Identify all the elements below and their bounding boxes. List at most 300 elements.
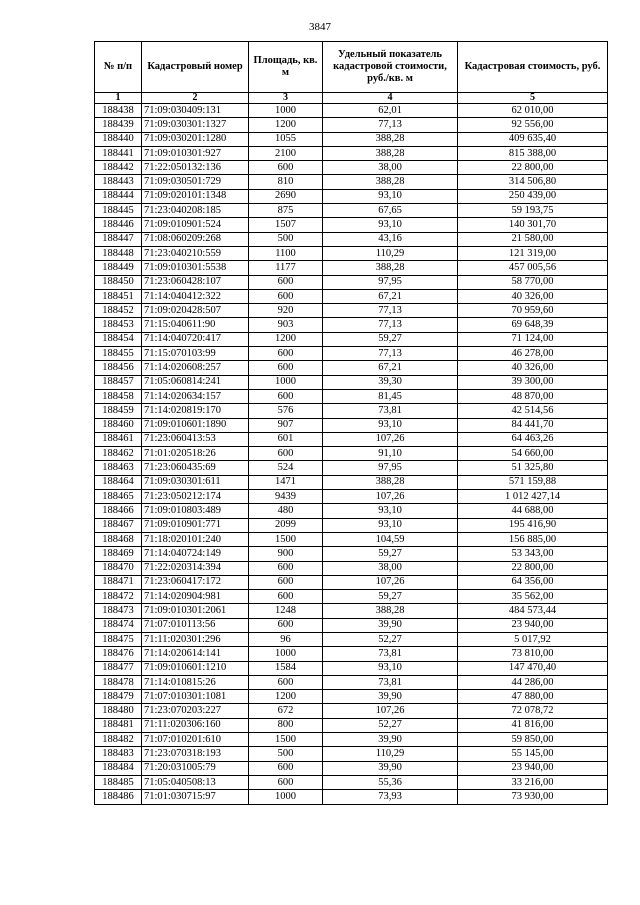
table-row xyxy=(95,575,608,589)
cell-unit-value: 43,16 xyxy=(323,232,458,246)
table-row xyxy=(95,447,608,461)
cell-row-number: 188479 xyxy=(95,690,142,704)
cell-cadastral-number: 71:23:060413:53 xyxy=(142,432,249,446)
cell-area: 1000 xyxy=(249,375,323,389)
cell-cadastral-number: 71:23:040208:185 xyxy=(142,204,249,218)
cell-unit-value: 93,10 xyxy=(323,504,458,518)
cell-cadastral-value: 64 463,26 xyxy=(458,432,608,446)
cell-cadastral-number: 71:09:010301:927 xyxy=(142,146,249,160)
cell-cadastral-value: 140 301,70 xyxy=(458,218,608,232)
table-row xyxy=(95,518,608,532)
cell-area: 1584 xyxy=(249,661,323,675)
table-row xyxy=(95,332,608,346)
cell-area: 500 xyxy=(249,232,323,246)
cell-area: 2100 xyxy=(249,146,323,160)
header-unit-value: Удельный показатель кадастровой стоимости, руб./кв. м xyxy=(323,42,458,93)
cell-area: 600 xyxy=(249,275,323,289)
cell-unit-value: 107,26 xyxy=(323,575,458,589)
table-row xyxy=(95,690,608,704)
cell-row-number: 188480 xyxy=(95,704,142,718)
cell-cadastral-number: 71:15:040611:90 xyxy=(142,318,249,332)
cell-cadastral-value: 84 441,70 xyxy=(458,418,608,432)
cell-cadastral-number: 71:09:020428:507 xyxy=(142,304,249,318)
header-row-number: № п/п xyxy=(95,42,142,93)
cell-cadastral-value: 21 580,00 xyxy=(458,232,608,246)
cell-unit-value: 388,28 xyxy=(323,604,458,618)
cell-unit-value: 73,81 xyxy=(323,404,458,418)
table-row xyxy=(95,718,608,732)
cell-row-number: 188459 xyxy=(95,404,142,418)
cell-unit-value: 110,29 xyxy=(323,246,458,260)
cell-row-number: 188486 xyxy=(95,790,142,804)
cell-cadastral-number: 71:14:020614:141 xyxy=(142,647,249,661)
cell-cadastral-value: 44 286,00 xyxy=(458,675,608,689)
cell-cadastral-value: 71 124,00 xyxy=(458,332,608,346)
cell-area: 600 xyxy=(249,289,323,303)
table-row xyxy=(95,790,608,804)
cell-unit-value: 93,10 xyxy=(323,189,458,203)
cell-cadastral-value: 55 145,00 xyxy=(458,747,608,761)
cell-cadastral-value: 147 470,40 xyxy=(458,661,608,675)
cell-cadastral-value: 59 193,75 xyxy=(458,204,608,218)
table-row xyxy=(95,361,608,375)
cell-area: 600 xyxy=(249,575,323,589)
cell-area: 1200 xyxy=(249,332,323,346)
cell-cadastral-number: 71:09:010901:524 xyxy=(142,218,249,232)
cell-cadastral-number: 71:14:020904:981 xyxy=(142,590,249,604)
cell-area: 1177 xyxy=(249,261,323,275)
cell-cadastral-value: 92 556,00 xyxy=(458,118,608,132)
cell-unit-value: 77,13 xyxy=(323,347,458,361)
cadastral-table xyxy=(94,41,608,805)
cell-cadastral-value: 54 660,00 xyxy=(458,447,608,461)
cell-area: 600 xyxy=(249,590,323,604)
cell-unit-value: 73,81 xyxy=(323,675,458,689)
cell-cadastral-number: 71:09:010803:489 xyxy=(142,504,249,518)
cell-row-number: 188469 xyxy=(95,547,142,561)
cell-cadastral-value: 58 770,00 xyxy=(458,275,608,289)
cell-cadastral-value: 64 356,00 xyxy=(458,575,608,589)
cell-cadastral-number: 71:14:020819:170 xyxy=(142,404,249,418)
table-row xyxy=(95,532,608,546)
cell-cadastral-number: 71:08:060209:268 xyxy=(142,232,249,246)
cell-unit-value: 104,59 xyxy=(323,532,458,546)
cell-area: 2690 xyxy=(249,189,323,203)
cell-cadastral-number: 71:23:070203:227 xyxy=(142,704,249,718)
column-number: 1 xyxy=(95,93,142,104)
cell-cadastral-number: 71:23:060428:107 xyxy=(142,275,249,289)
cell-cadastral-value: 5 017,92 xyxy=(458,632,608,646)
cell-cadastral-number: 71:09:010301:5538 xyxy=(142,261,249,275)
header-cadastral-value: Кадастровая стоимость, руб. xyxy=(458,42,608,93)
cell-cadastral-value: 484 573,44 xyxy=(458,604,608,618)
header-cadastral-number: Кадастровый номер xyxy=(142,42,249,93)
cell-cadastral-number: 71:09:010601:1890 xyxy=(142,418,249,432)
cell-unit-value: 38,00 xyxy=(323,161,458,175)
cell-area: 600 xyxy=(249,389,323,403)
cell-cadastral-value: 23 940,00 xyxy=(458,618,608,632)
cell-area: 800 xyxy=(249,718,323,732)
cell-unit-value: 93,10 xyxy=(323,418,458,432)
table-row xyxy=(95,590,608,604)
cell-row-number: 188485 xyxy=(95,775,142,789)
cell-cadastral-value: 73 810,00 xyxy=(458,647,608,661)
cell-cadastral-value: 41 816,00 xyxy=(458,718,608,732)
cell-unit-value: 97,95 xyxy=(323,275,458,289)
cell-area: 600 xyxy=(249,761,323,775)
cell-area: 1100 xyxy=(249,246,323,260)
cell-cadastral-number: 71:14:040724:149 xyxy=(142,547,249,561)
table-row xyxy=(95,104,608,118)
cell-row-number: 188450 xyxy=(95,275,142,289)
cell-area: 1507 xyxy=(249,218,323,232)
cell-unit-value: 39,90 xyxy=(323,690,458,704)
cell-cadastral-number: 71:22:050132:136 xyxy=(142,161,249,175)
cell-cadastral-number: 71:09:030409:131 xyxy=(142,104,249,118)
table-row xyxy=(95,761,608,775)
cell-area: 9439 xyxy=(249,490,323,504)
column-number: 3 xyxy=(249,93,323,104)
cell-row-number: 188465 xyxy=(95,490,142,504)
cell-area: 1000 xyxy=(249,647,323,661)
table-row xyxy=(95,261,608,275)
cell-cadastral-value: 33 216,00 xyxy=(458,775,608,789)
cell-cadastral-number: 71:09:030301:611 xyxy=(142,475,249,489)
cell-cadastral-value: 314 506,80 xyxy=(458,175,608,189)
cell-row-number: 188478 xyxy=(95,675,142,689)
table-row xyxy=(95,418,608,432)
cell-row-number: 188464 xyxy=(95,475,142,489)
cell-row-number: 188446 xyxy=(95,218,142,232)
cell-row-number: 188458 xyxy=(95,389,142,403)
table-row xyxy=(95,547,608,561)
cell-unit-value: 39,90 xyxy=(323,761,458,775)
cell-unit-value: 93,10 xyxy=(323,218,458,232)
cell-row-number: 188452 xyxy=(95,304,142,318)
cell-cadastral-number: 71:22:020314:394 xyxy=(142,561,249,575)
cell-area: 1200 xyxy=(249,690,323,704)
table-row xyxy=(95,747,608,761)
cell-area: 600 xyxy=(249,775,323,789)
cell-row-number: 188461 xyxy=(95,432,142,446)
table-header-row xyxy=(95,42,608,93)
cell-area: 1248 xyxy=(249,604,323,618)
cell-unit-value: 77,13 xyxy=(323,118,458,132)
cell-unit-value: 39,30 xyxy=(323,375,458,389)
cell-area: 576 xyxy=(249,404,323,418)
cell-unit-value: 93,10 xyxy=(323,661,458,675)
cell-row-number: 188477 xyxy=(95,661,142,675)
cell-cadastral-value: 23 940,00 xyxy=(458,761,608,775)
cell-unit-value: 39,90 xyxy=(323,733,458,747)
table-row xyxy=(95,347,608,361)
cell-unit-value: 59,27 xyxy=(323,590,458,604)
cell-unit-value: 73,81 xyxy=(323,647,458,661)
table-row xyxy=(95,289,608,303)
cell-cadastral-value: 1 012 427,14 xyxy=(458,490,608,504)
cell-cadastral-number: 71:07:010301:1081 xyxy=(142,690,249,704)
cell-row-number: 188476 xyxy=(95,647,142,661)
cell-row-number: 188484 xyxy=(95,761,142,775)
cell-cadastral-number: 71:05:040508:13 xyxy=(142,775,249,789)
cell-area: 1200 xyxy=(249,118,323,132)
cell-area: 600 xyxy=(249,347,323,361)
table-row xyxy=(95,146,608,160)
table-row xyxy=(95,375,608,389)
cell-row-number: 188466 xyxy=(95,504,142,518)
cell-cadastral-number: 71:09:020101:1348 xyxy=(142,189,249,203)
cell-area: 600 xyxy=(249,161,323,175)
cell-area: 600 xyxy=(249,361,323,375)
cell-cadastral-number: 71:01:020518:26 xyxy=(142,447,249,461)
table-row xyxy=(95,475,608,489)
cell-cadastral-number: 71:07:010201:610 xyxy=(142,733,249,747)
cell-row-number: 188460 xyxy=(95,418,142,432)
table-row xyxy=(95,161,608,175)
cell-cadastral-number: 71:14:040720:417 xyxy=(142,332,249,346)
page-number: 3847 xyxy=(309,21,331,33)
cell-cadastral-number: 71:14:010815:26 xyxy=(142,675,249,689)
cell-unit-value: 388,28 xyxy=(323,475,458,489)
cell-unit-value: 77,13 xyxy=(323,318,458,332)
cell-cadastral-value: 70 959,60 xyxy=(458,304,608,318)
cell-area: 600 xyxy=(249,447,323,461)
cell-unit-value: 39,90 xyxy=(323,618,458,632)
cell-area: 875 xyxy=(249,204,323,218)
cell-area: 920 xyxy=(249,304,323,318)
table-row xyxy=(95,490,608,504)
cell-cadastral-number: 71:14:020608:257 xyxy=(142,361,249,375)
cell-unit-value: 110,29 xyxy=(323,747,458,761)
cell-cadastral-value: 62 010,00 xyxy=(458,104,608,118)
table-row xyxy=(95,404,608,418)
cell-unit-value: 107,26 xyxy=(323,432,458,446)
cell-row-number: 188481 xyxy=(95,718,142,732)
cell-area: 1000 xyxy=(249,790,323,804)
cell-row-number: 188444 xyxy=(95,189,142,203)
cell-unit-value: 388,28 xyxy=(323,175,458,189)
cell-cadastral-number: 71:14:040412:322 xyxy=(142,289,249,303)
cell-cadastral-value: 46 278,00 xyxy=(458,347,608,361)
cell-cadastral-value: 571 159,88 xyxy=(458,475,608,489)
table-row xyxy=(95,432,608,446)
cell-unit-value: 52,27 xyxy=(323,632,458,646)
cell-cadastral-value: 69 648,39 xyxy=(458,318,608,332)
cell-area: 1500 xyxy=(249,532,323,546)
cell-cadastral-value: 72 078,72 xyxy=(458,704,608,718)
table-row xyxy=(95,733,608,747)
cell-cadastral-number: 71:23:060417:172 xyxy=(142,575,249,589)
table-row xyxy=(95,604,608,618)
table-row xyxy=(95,275,608,289)
cell-area: 600 xyxy=(249,675,323,689)
cell-cadastral-value: 42 514,56 xyxy=(458,404,608,418)
cell-unit-value: 93,10 xyxy=(323,518,458,532)
cell-row-number: 188448 xyxy=(95,246,142,260)
cell-cadastral-value: 35 562,00 xyxy=(458,590,608,604)
table-row xyxy=(95,561,608,575)
cell-area: 903 xyxy=(249,318,323,332)
cell-area: 1500 xyxy=(249,733,323,747)
table-row xyxy=(95,204,608,218)
cell-unit-value: 38,00 xyxy=(323,561,458,575)
cell-cadastral-number: 71:01:030715:97 xyxy=(142,790,249,804)
cell-cadastral-number: 71:15:070103:99 xyxy=(142,347,249,361)
cell-row-number: 188455 xyxy=(95,347,142,361)
cell-unit-value: 388,28 xyxy=(323,261,458,275)
cell-cadastral-value: 53 343,00 xyxy=(458,547,608,561)
cell-unit-value: 59,27 xyxy=(323,332,458,346)
cell-row-number: 188454 xyxy=(95,332,142,346)
cell-row-number: 188467 xyxy=(95,518,142,532)
cell-unit-value: 62,01 xyxy=(323,104,458,118)
cell-unit-value: 97,95 xyxy=(323,461,458,475)
cell-cadastral-number: 71:09:030201:1280 xyxy=(142,132,249,146)
cell-row-number: 188471 xyxy=(95,575,142,589)
table-row xyxy=(95,504,608,518)
table-row xyxy=(95,175,608,189)
cell-row-number: 188475 xyxy=(95,632,142,646)
cell-row-number: 188443 xyxy=(95,175,142,189)
cell-cadastral-number: 71:09:010901:771 xyxy=(142,518,249,532)
cell-cadastral-number: 71:23:050212:174 xyxy=(142,490,249,504)
cell-cadastral-value: 22 800,00 xyxy=(458,561,608,575)
cell-unit-value: 77,13 xyxy=(323,304,458,318)
table-row xyxy=(95,632,608,646)
cell-unit-value: 388,28 xyxy=(323,132,458,146)
cell-cadastral-value: 22 800,00 xyxy=(458,161,608,175)
cell-row-number: 188445 xyxy=(95,204,142,218)
cell-row-number: 188451 xyxy=(95,289,142,303)
cell-unit-value: 107,26 xyxy=(323,704,458,718)
cell-row-number: 188470 xyxy=(95,561,142,575)
cell-unit-value: 81,45 xyxy=(323,389,458,403)
cell-cadastral-number: 71:09:010301:2061 xyxy=(142,604,249,618)
cell-area: 907 xyxy=(249,418,323,432)
cell-unit-value: 107,26 xyxy=(323,490,458,504)
cell-area: 2099 xyxy=(249,518,323,532)
table-row xyxy=(95,318,608,332)
cell-row-number: 188442 xyxy=(95,161,142,175)
cell-row-number: 188457 xyxy=(95,375,142,389)
table-row xyxy=(95,647,608,661)
cell-area: 96 xyxy=(249,632,323,646)
table-row xyxy=(95,218,608,232)
cell-row-number: 188473 xyxy=(95,604,142,618)
cell-cadastral-value: 40 326,00 xyxy=(458,289,608,303)
cell-area: 1000 xyxy=(249,104,323,118)
cell-cadastral-number: 71:23:060435:69 xyxy=(142,461,249,475)
cell-area: 600 xyxy=(249,618,323,632)
column-number: 4 xyxy=(323,93,458,104)
table-row xyxy=(95,461,608,475)
table-row xyxy=(95,704,608,718)
cell-row-number: 188449 xyxy=(95,261,142,275)
cell-cadastral-value: 121 319,00 xyxy=(458,246,608,260)
cell-row-number: 188468 xyxy=(95,532,142,546)
cell-cadastral-number: 71:14:020634:157 xyxy=(142,389,249,403)
table-row xyxy=(95,189,608,203)
cell-row-number: 188472 xyxy=(95,590,142,604)
cell-area: 1055 xyxy=(249,132,323,146)
cell-row-number: 188447 xyxy=(95,232,142,246)
cell-cadastral-value: 51 325,80 xyxy=(458,461,608,475)
cell-area: 1471 xyxy=(249,475,323,489)
header-area: Площадь, кв. м xyxy=(249,42,323,93)
table-row xyxy=(95,132,608,146)
cell-row-number: 188440 xyxy=(95,132,142,146)
cell-row-number: 188453 xyxy=(95,318,142,332)
cell-cadastral-number: 71:05:060814:241 xyxy=(142,375,249,389)
cell-cadastral-value: 59 850,00 xyxy=(458,733,608,747)
cell-row-number: 188439 xyxy=(95,118,142,132)
cell-cadastral-number: 71:23:040210:559 xyxy=(142,246,249,260)
cell-cadastral-number: 71:20:031005:79 xyxy=(142,761,249,775)
cell-cadastral-number: 71:09:030301:1327 xyxy=(142,118,249,132)
table-row xyxy=(95,661,608,675)
cell-cadastral-value: 48 870,00 xyxy=(458,389,608,403)
cell-row-number: 188438 xyxy=(95,104,142,118)
table-body xyxy=(95,104,608,805)
cell-cadastral-number: 71:07:010113:56 xyxy=(142,618,249,632)
cell-cadastral-number: 71:23:070318:193 xyxy=(142,747,249,761)
table-row xyxy=(95,389,608,403)
table-row xyxy=(95,232,608,246)
cell-row-number: 188463 xyxy=(95,461,142,475)
cell-unit-value: 67,21 xyxy=(323,361,458,375)
cell-row-number: 188474 xyxy=(95,618,142,632)
cell-unit-value: 388,28 xyxy=(323,146,458,160)
cell-unit-value: 55,36 xyxy=(323,775,458,789)
column-number: 2 xyxy=(142,93,249,104)
cell-cadastral-value: 40 326,00 xyxy=(458,361,608,375)
cell-cadastral-number: 71:18:020101:240 xyxy=(142,532,249,546)
cell-area: 900 xyxy=(249,547,323,561)
cell-cadastral-number: 71:11:020306:160 xyxy=(142,718,249,732)
cell-unit-value: 59,27 xyxy=(323,547,458,561)
cell-cadastral-value: 195 416,90 xyxy=(458,518,608,532)
cell-row-number: 188456 xyxy=(95,361,142,375)
cell-unit-value: 67,65 xyxy=(323,204,458,218)
cell-unit-value: 91,10 xyxy=(323,447,458,461)
cell-area: 500 xyxy=(249,747,323,761)
cell-cadastral-value: 156 885,00 xyxy=(458,532,608,546)
table-row xyxy=(95,304,608,318)
cell-cadastral-value: 409 635,40 xyxy=(458,132,608,146)
table-row xyxy=(95,618,608,632)
cell-cadastral-value: 250 439,00 xyxy=(458,189,608,203)
cell-cadastral-value: 39 300,00 xyxy=(458,375,608,389)
cell-area: 524 xyxy=(249,461,323,475)
cell-cadastral-number: 71:11:020301:296 xyxy=(142,632,249,646)
cell-unit-value: 73,93 xyxy=(323,790,458,804)
cell-area: 600 xyxy=(249,561,323,575)
cell-cadastral-value: 47 880,00 xyxy=(458,690,608,704)
table-row xyxy=(95,775,608,789)
cell-area: 480 xyxy=(249,504,323,518)
cell-cadastral-value: 73 930,00 xyxy=(458,790,608,804)
cell-unit-value: 52,27 xyxy=(323,718,458,732)
cell-unit-value: 67,21 xyxy=(323,289,458,303)
cell-area: 810 xyxy=(249,175,323,189)
table-row xyxy=(95,246,608,260)
cell-area: 672 xyxy=(249,704,323,718)
cell-cadastral-number: 71:09:010601:1210 xyxy=(142,661,249,675)
table-row xyxy=(95,118,608,132)
cell-row-number: 188462 xyxy=(95,447,142,461)
column-number: 5 xyxy=(458,93,608,104)
cell-row-number: 188482 xyxy=(95,733,142,747)
